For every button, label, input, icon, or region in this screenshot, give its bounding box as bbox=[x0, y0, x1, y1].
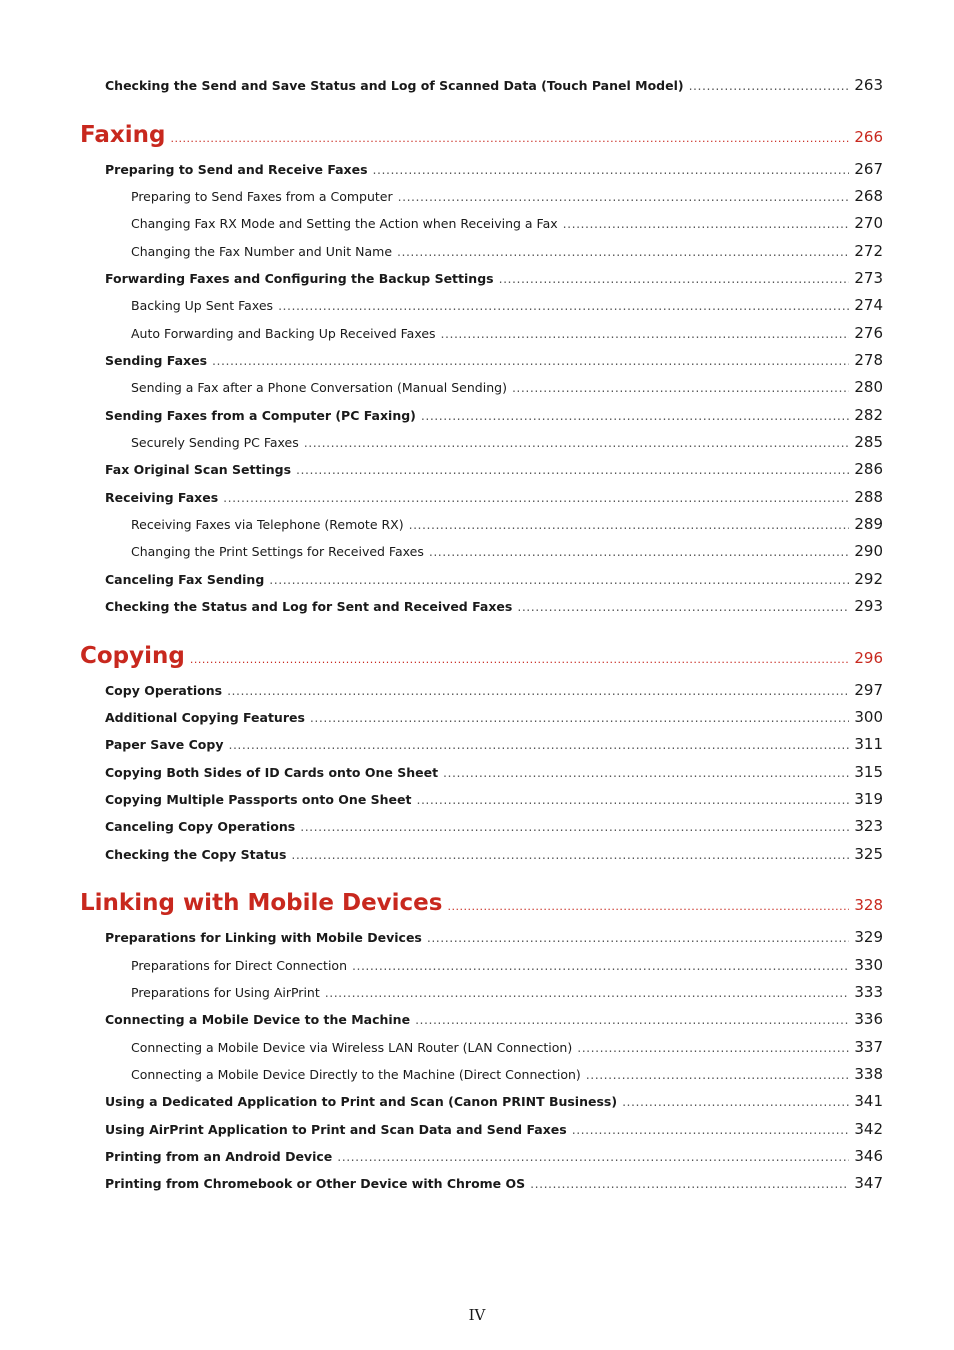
dot-leader bbox=[421, 408, 849, 423]
page-number: 267 bbox=[854, 160, 883, 178]
toc-entry[interactable] bbox=[131, 433, 883, 451]
toc-entry[interactable] bbox=[105, 597, 883, 615]
dot-leader bbox=[304, 435, 850, 450]
page-number: 342 bbox=[854, 1120, 883, 1138]
page-number: 273 bbox=[854, 269, 883, 287]
page-number: 278 bbox=[854, 351, 883, 369]
entry-title: Changing the Print Settings for Received Faxes bbox=[131, 544, 424, 559]
dot-leader bbox=[499, 271, 850, 286]
toc-entry[interactable] bbox=[105, 928, 883, 946]
dot-leader bbox=[416, 792, 849, 807]
toc-entry[interactable] bbox=[105, 1147, 883, 1165]
dot-leader bbox=[228, 737, 849, 752]
page-number: 333 bbox=[854, 983, 883, 1001]
entry-title: Additional Copying Features bbox=[105, 710, 305, 725]
toc-entry[interactable] bbox=[105, 570, 883, 588]
dot-leader bbox=[622, 1094, 849, 1109]
dot-leader bbox=[415, 1012, 849, 1027]
page-number: 336 bbox=[854, 1010, 883, 1028]
dot-leader bbox=[517, 599, 849, 614]
toc-entry[interactable] bbox=[131, 296, 883, 314]
entry-title: Connecting a Mobile Device via Wireless LAN Router (LAN Connection) bbox=[131, 1040, 573, 1055]
dot-leader bbox=[563, 216, 850, 231]
entry-title: Fax Original Scan Settings bbox=[105, 462, 292, 477]
dot-leader bbox=[352, 958, 849, 973]
entry-title: Copy Operations bbox=[105, 683, 223, 698]
entry-title: Connecting a Mobile Device Directly to the Machine (Direct Connection) bbox=[131, 1067, 581, 1082]
page-number: 296 bbox=[854, 649, 883, 667]
dot-leader bbox=[429, 544, 850, 559]
entry-title: Securely Sending PC Faxes bbox=[131, 435, 299, 450]
toc-entry[interactable] bbox=[105, 790, 883, 808]
page-number: 338 bbox=[854, 1065, 883, 1083]
toc-entry[interactable] bbox=[131, 542, 883, 560]
page-number: 286 bbox=[854, 460, 883, 478]
toc-entry[interactable] bbox=[131, 214, 883, 232]
toc-entry[interactable] bbox=[131, 378, 883, 396]
dot-leader bbox=[269, 572, 849, 587]
toc-entry[interactable] bbox=[105, 1092, 883, 1110]
toc-entry[interactable] bbox=[105, 160, 883, 178]
dot-leader bbox=[427, 930, 850, 945]
toc-entry[interactable] bbox=[131, 956, 883, 974]
page-number: 330 bbox=[854, 956, 883, 974]
dot-leader bbox=[212, 353, 849, 368]
entry-title: Changing Fax RX Mode and Setting the Action when Receiving a Fax bbox=[131, 216, 558, 231]
toc-entry[interactable] bbox=[131, 515, 883, 533]
dot-leader bbox=[190, 653, 850, 666]
entry-title: Using a Dedicated Application to Print and Scan (Canon PRINT Business) bbox=[105, 1094, 618, 1109]
page-number: 268 bbox=[854, 187, 883, 205]
toc-entry[interactable] bbox=[105, 708, 883, 726]
toc-entry[interactable] bbox=[131, 983, 883, 1001]
page-number: 266 bbox=[854, 128, 883, 146]
toc-entry[interactable] bbox=[105, 269, 883, 287]
toc-entry[interactable] bbox=[105, 351, 883, 369]
entry-title: Preparations for Using AirPrint bbox=[131, 985, 320, 1000]
dot-leader bbox=[296, 462, 849, 477]
chapter-title: Linking with Mobile Devices bbox=[80, 890, 443, 916]
page-number: 270 bbox=[854, 214, 883, 232]
toc-entry[interactable] bbox=[131, 187, 883, 205]
entry-title: Preparing to Send Faxes from a Computer bbox=[131, 189, 393, 204]
dot-leader bbox=[278, 298, 849, 313]
page-number: 292 bbox=[854, 570, 883, 588]
entry-title: Auto Forwarding and Backing Up Received Faxes bbox=[131, 326, 436, 341]
entry-title: Printing from Chromebook or Other Device with Chrome OS bbox=[105, 1176, 526, 1191]
chapter-entry[interactable] bbox=[80, 890, 883, 916]
page-number: 311 bbox=[854, 735, 883, 753]
entry-title: Forwarding Faxes and Configuring the Backup Settings bbox=[105, 271, 494, 286]
page-number: 274 bbox=[854, 296, 883, 314]
dot-leader bbox=[586, 1067, 850, 1082]
entry-title: Sending a Fax after a Phone Conversation (Manual Sending) bbox=[131, 380, 507, 395]
page-number: 329 bbox=[854, 928, 883, 946]
dot-leader bbox=[373, 162, 850, 177]
dot-leader bbox=[447, 900, 849, 913]
entry-title: Preparations for Linking with Mobile Devices bbox=[105, 930, 422, 945]
entry-title: Printing from an Android Device bbox=[105, 1149, 333, 1164]
toc-entry[interactable] bbox=[105, 488, 883, 506]
page-number: 282 bbox=[854, 406, 883, 424]
dot-leader bbox=[300, 819, 849, 834]
toc-entry[interactable] bbox=[105, 460, 883, 478]
entry-title: Backing Up Sent Faxes bbox=[131, 298, 274, 313]
page-number: 276 bbox=[854, 324, 883, 342]
page-number: 288 bbox=[854, 488, 883, 506]
dot-leader bbox=[170, 132, 849, 145]
dot-leader bbox=[577, 1040, 849, 1055]
toc-entry[interactable] bbox=[105, 735, 883, 753]
entry-title: Receiving Faxes via Telephone (Remote RX) bbox=[131, 517, 404, 532]
page-number: 341 bbox=[854, 1092, 883, 1110]
chapter-title: Copying bbox=[80, 643, 185, 669]
entry-title: Changing the Fax Number and Unit Name bbox=[131, 244, 393, 259]
dot-leader bbox=[441, 326, 850, 341]
entry-title: Preparing to Send and Receive Faxes bbox=[105, 162, 368, 177]
toc-entry[interactable] bbox=[131, 324, 883, 342]
toc-entry[interactable] bbox=[105, 817, 883, 835]
dot-leader bbox=[337, 1149, 849, 1164]
chapter-title: Faxing bbox=[80, 122, 166, 148]
page-number: 323 bbox=[854, 817, 883, 835]
entry-title: Copying Multiple Passports onto One Sheet bbox=[105, 792, 412, 807]
dot-leader bbox=[310, 710, 849, 725]
toc-entry[interactable] bbox=[131, 242, 883, 260]
toc-entry[interactable] bbox=[105, 76, 883, 94]
dot-leader bbox=[572, 1122, 850, 1137]
toc-entry[interactable] bbox=[105, 681, 883, 699]
page-number: 337 bbox=[854, 1038, 883, 1056]
toc-entry[interactable] bbox=[131, 1038, 883, 1056]
page-number: 285 bbox=[854, 433, 883, 451]
page-number: 297 bbox=[854, 681, 883, 699]
entry-title: Receiving Faxes bbox=[105, 490, 219, 505]
page-number: 347 bbox=[854, 1174, 883, 1192]
chapter-entry[interactable] bbox=[80, 643, 883, 669]
entry-title: Preparations for Direct Connection bbox=[131, 958, 347, 973]
entry-title: Canceling Fax Sending bbox=[105, 572, 265, 587]
entry-title: Checking the Status and Log for Sent and Received Faxes bbox=[105, 599, 513, 614]
page-number: 328 bbox=[854, 896, 883, 914]
dot-leader bbox=[325, 985, 850, 1000]
dot-leader bbox=[223, 490, 849, 505]
toc-entry[interactable] bbox=[105, 1174, 883, 1192]
page-number: 325 bbox=[854, 845, 883, 863]
dot-leader bbox=[530, 1176, 849, 1191]
entry-title: Connecting a Mobile Device to the Machine bbox=[105, 1012, 411, 1027]
page-number: 280 bbox=[854, 378, 883, 396]
page-number-footer: IV bbox=[468, 1306, 486, 1324]
toc-entry[interactable] bbox=[105, 763, 883, 781]
page-number: 300 bbox=[854, 708, 883, 726]
toc-entry[interactable] bbox=[105, 1120, 883, 1138]
entry-title: Checking the Copy Status bbox=[105, 847, 287, 862]
dot-leader bbox=[443, 765, 849, 780]
dot-leader bbox=[291, 847, 849, 862]
entry-title: Checking the Send and Save Status and Log of Scanned Data (Touch Panel Model) bbox=[105, 78, 684, 93]
entry-title: Using AirPrint Application to Print and Scan Data and Send Faxes bbox=[105, 1122, 567, 1137]
page-number: 272 bbox=[854, 242, 883, 260]
entry-title: Canceling Copy Operations bbox=[105, 819, 296, 834]
dot-leader bbox=[409, 517, 850, 532]
toc-entry[interactable] bbox=[105, 845, 883, 863]
page-number: 263 bbox=[854, 76, 883, 94]
toc-entry[interactable] bbox=[105, 406, 883, 424]
page-number: 319 bbox=[854, 790, 883, 808]
entry-title: Sending Faxes from a Computer (PC Faxing) bbox=[105, 408, 416, 423]
entry-title: Copying Both Sides of ID Cards onto One Sheet bbox=[105, 765, 439, 780]
dot-leader bbox=[512, 380, 849, 395]
toc-entry[interactable] bbox=[105, 1010, 883, 1028]
page-number: 289 bbox=[854, 515, 883, 533]
page-number: 315 bbox=[854, 763, 883, 781]
entry-title: Paper Save Copy bbox=[105, 737, 224, 752]
dot-leader bbox=[227, 683, 849, 698]
page-number: 293 bbox=[854, 597, 883, 615]
page-number: 290 bbox=[854, 542, 883, 560]
dot-leader bbox=[689, 78, 850, 93]
page-number: 346 bbox=[854, 1147, 883, 1165]
toc-entry[interactable] bbox=[131, 1065, 883, 1083]
dot-leader bbox=[397, 244, 849, 259]
entry-title: Sending Faxes bbox=[105, 353, 208, 368]
chapter-entry[interactable] bbox=[80, 122, 883, 148]
dot-leader bbox=[398, 189, 850, 204]
